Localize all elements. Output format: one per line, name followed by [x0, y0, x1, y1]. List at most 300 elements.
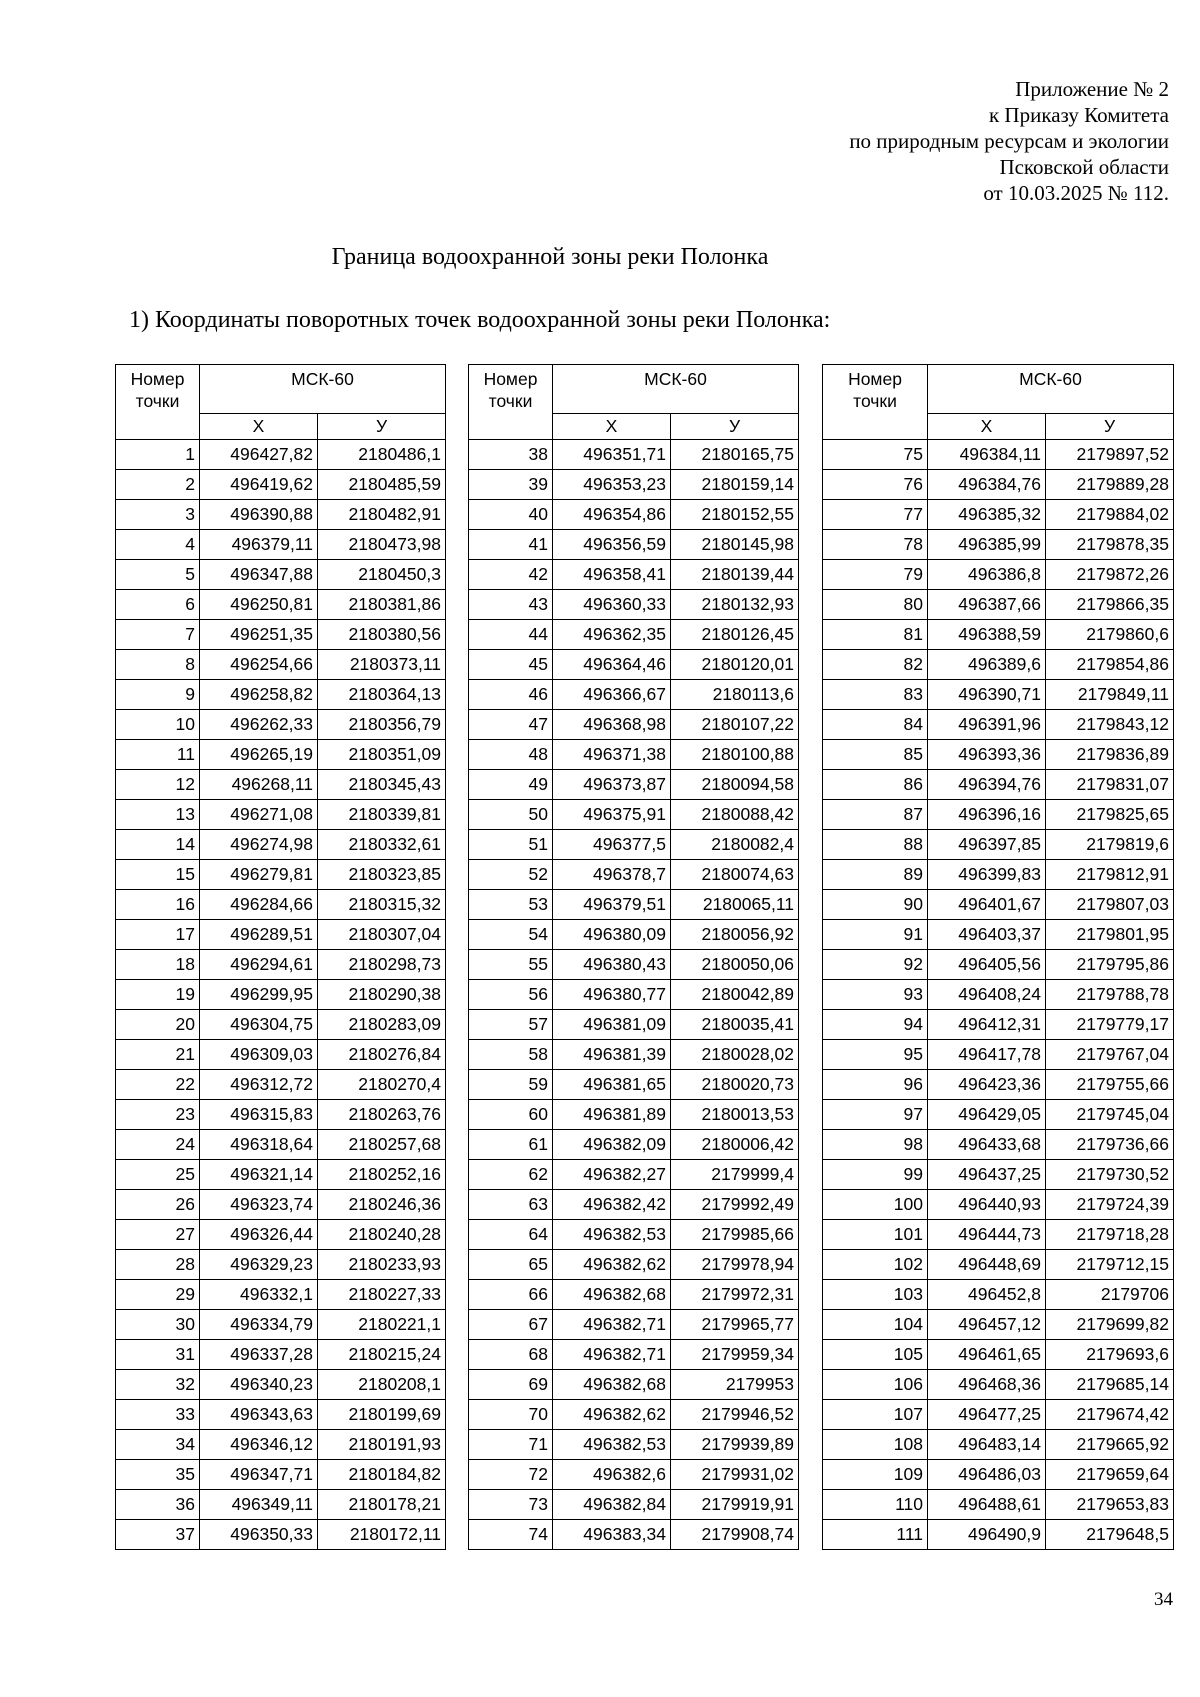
y-coordinate: 2180006,42 — [671, 1130, 799, 1160]
table-row — [469, 1070, 799, 1100]
x-coordinate: 496382,6 — [553, 1460, 671, 1490]
table-row — [116, 500, 446, 530]
table-row — [823, 1520, 1174, 1550]
point-number: 84 — [823, 710, 928, 740]
x-coordinate: 496390,88 — [200, 500, 318, 530]
x-coordinate: 496299,95 — [200, 980, 318, 1010]
table-row — [823, 1190, 1174, 1220]
table-row — [469, 860, 799, 890]
point-number: 104 — [823, 1310, 928, 1340]
y-coordinate: 2180252,16 — [318, 1160, 446, 1190]
x-coordinate: 496289,51 — [200, 920, 318, 950]
x-coordinate: 496350,33 — [200, 1520, 318, 1550]
table-row — [823, 1160, 1174, 1190]
y-coordinate: 2180356,79 — [318, 710, 446, 740]
y-coordinate: 2179718,28 — [1046, 1220, 1174, 1250]
point-number: 87 — [823, 800, 928, 830]
table-row — [116, 1280, 446, 1310]
point-number: 57 — [469, 1010, 553, 1040]
point-number: 35 — [116, 1460, 200, 1490]
point-number: 80 — [823, 590, 928, 620]
table-row — [823, 800, 1174, 830]
y-coordinate: 2180473,98 — [318, 530, 446, 560]
point-number: 34 — [116, 1430, 200, 1460]
y-coordinate: 2179699,82 — [1046, 1310, 1174, 1340]
table-row — [116, 950, 446, 980]
y-coordinate: 2180364,13 — [318, 680, 446, 710]
point-number: 27 — [116, 1220, 200, 1250]
point-number: 69 — [469, 1370, 553, 1400]
x-coordinate: 496304,75 — [200, 1010, 318, 1040]
x-coordinate: 496274,98 — [200, 830, 318, 860]
table-row — [823, 590, 1174, 620]
table-row — [823, 1370, 1174, 1400]
y-coordinate: 2179831,07 — [1046, 770, 1174, 800]
point-number: 13 — [116, 800, 200, 830]
x-coordinate: 496380,77 — [553, 980, 671, 1010]
x-coordinate: 496329,23 — [200, 1250, 318, 1280]
y-coordinate: 2180132,93 — [671, 590, 799, 620]
point-number: 22 — [116, 1070, 200, 1100]
table-row — [116, 680, 446, 710]
table-row — [823, 560, 1174, 590]
header-y: У — [671, 414, 799, 440]
point-number: 83 — [823, 680, 928, 710]
y-coordinate: 2179978,94 — [671, 1250, 799, 1280]
table-row — [469, 1100, 799, 1130]
point-number: 4 — [116, 530, 200, 560]
y-coordinate: 2179908,74 — [671, 1520, 799, 1550]
point-number: 5 — [116, 560, 200, 590]
y-coordinate: 2179659,64 — [1046, 1460, 1174, 1490]
table-row — [823, 860, 1174, 890]
y-coordinate: 2180088,42 — [671, 800, 799, 830]
table-row — [823, 1490, 1174, 1520]
x-coordinate: 496294,61 — [200, 950, 318, 980]
y-coordinate: 2179884,02 — [1046, 500, 1174, 530]
header-point-number: Номер точки — [116, 365, 200, 440]
x-coordinate: 496461,65 — [928, 1340, 1046, 1370]
table-row — [469, 1460, 799, 1490]
point-number: 88 — [823, 830, 928, 860]
y-coordinate: 2179648,5 — [1046, 1520, 1174, 1550]
table-row — [823, 1130, 1174, 1160]
point-number: 53 — [469, 890, 553, 920]
table-row — [469, 710, 799, 740]
y-coordinate: 2180345,43 — [318, 770, 446, 800]
y-coordinate: 2179843,12 — [1046, 710, 1174, 740]
point-number: 2 — [116, 470, 200, 500]
point-number: 26 — [116, 1190, 200, 1220]
x-coordinate: 496412,31 — [928, 1010, 1046, 1040]
y-coordinate: 2180191,93 — [318, 1430, 446, 1460]
table-row — [116, 890, 446, 920]
point-number: 60 — [469, 1100, 553, 1130]
x-coordinate: 496419,62 — [200, 470, 318, 500]
y-coordinate: 2180165,75 — [671, 440, 799, 470]
x-coordinate: 496332,1 — [200, 1280, 318, 1310]
x-coordinate: 496379,51 — [553, 890, 671, 920]
x-coordinate: 496417,78 — [928, 1040, 1046, 1070]
x-coordinate: 496490,9 — [928, 1520, 1046, 1550]
y-coordinate: 2179795,86 — [1046, 950, 1174, 980]
y-coordinate: 2180184,82 — [318, 1460, 446, 1490]
x-coordinate: 496383,34 — [553, 1520, 671, 1550]
point-number: 55 — [469, 950, 553, 980]
x-coordinate: 496452,8 — [928, 1280, 1046, 1310]
table-row — [116, 590, 446, 620]
point-number: 52 — [469, 860, 553, 890]
y-coordinate: 2179801,95 — [1046, 920, 1174, 950]
point-number: 8 — [116, 650, 200, 680]
y-coordinate: 2179712,15 — [1046, 1250, 1174, 1280]
y-coordinate: 2179819,6 — [1046, 830, 1174, 860]
x-coordinate: 496483,14 — [928, 1430, 1046, 1460]
y-coordinate: 2180159,14 — [671, 470, 799, 500]
point-number: 46 — [469, 680, 553, 710]
x-coordinate: 496271,08 — [200, 800, 318, 830]
document-subtitle: 1) Координаты поворотных точек водоохранной зоны реки Полонка: — [129, 307, 831, 333]
y-coordinate: 2179730,52 — [1046, 1160, 1174, 1190]
point-number: 10 — [116, 710, 200, 740]
x-coordinate: 496343,63 — [200, 1400, 318, 1430]
x-coordinate: 496326,44 — [200, 1220, 318, 1250]
point-number: 31 — [116, 1340, 200, 1370]
y-coordinate: 2180257,68 — [318, 1130, 446, 1160]
coordinate-table — [468, 364, 799, 1550]
x-coordinate: 496366,67 — [553, 680, 671, 710]
y-coordinate: 2180145,98 — [671, 530, 799, 560]
table-row — [116, 1490, 446, 1520]
y-coordinate: 2179866,35 — [1046, 590, 1174, 620]
x-coordinate: 496375,91 — [553, 800, 671, 830]
appendix-line: Приложение № 2 — [1015, 77, 1169, 101]
y-coordinate: 2179849,11 — [1046, 680, 1174, 710]
x-coordinate: 496444,73 — [928, 1220, 1046, 1250]
y-coordinate: 2180270,4 — [318, 1070, 446, 1100]
x-coordinate: 496382,42 — [553, 1190, 671, 1220]
x-coordinate: 496403,37 — [928, 920, 1046, 950]
x-coordinate: 496321,14 — [200, 1160, 318, 1190]
x-coordinate: 496387,66 — [928, 590, 1046, 620]
x-coordinate: 496378,7 — [553, 860, 671, 890]
point-number: 54 — [469, 920, 553, 950]
table-row — [469, 530, 799, 560]
x-coordinate: 496382,68 — [553, 1370, 671, 1400]
point-number: 106 — [823, 1370, 928, 1400]
table-row — [116, 1400, 446, 1430]
x-coordinate: 496380,09 — [553, 920, 671, 950]
x-coordinate: 496389,6 — [928, 650, 1046, 680]
x-coordinate: 496377,5 — [553, 830, 671, 860]
x-coordinate: 496279,81 — [200, 860, 318, 890]
table-row — [469, 1160, 799, 1190]
point-number: 40 — [469, 500, 553, 530]
table-row — [116, 1310, 446, 1340]
point-number: 44 — [469, 620, 553, 650]
y-coordinate: 2179889,28 — [1046, 470, 1174, 500]
table-row — [116, 1160, 446, 1190]
x-coordinate: 496382,53 — [553, 1430, 671, 1460]
x-coordinate: 496346,12 — [200, 1430, 318, 1460]
point-number: 101 — [823, 1220, 928, 1250]
x-coordinate: 496468,36 — [928, 1370, 1046, 1400]
point-number: 108 — [823, 1430, 928, 1460]
table-row — [116, 980, 446, 1010]
table-row — [469, 740, 799, 770]
y-coordinate: 2179959,34 — [671, 1340, 799, 1370]
x-coordinate: 496401,67 — [928, 890, 1046, 920]
point-number: 21 — [116, 1040, 200, 1070]
x-coordinate: 496382,68 — [553, 1280, 671, 1310]
x-coordinate: 496385,99 — [928, 530, 1046, 560]
point-number: 47 — [469, 710, 553, 740]
point-number: 62 — [469, 1160, 553, 1190]
table-row — [469, 1490, 799, 1520]
table-row — [469, 1520, 799, 1550]
x-coordinate: 496391,96 — [928, 710, 1046, 740]
x-coordinate: 496312,72 — [200, 1070, 318, 1100]
x-coordinate: 496347,88 — [200, 560, 318, 590]
y-coordinate: 2180373,11 — [318, 650, 446, 680]
point-number: 64 — [469, 1220, 553, 1250]
x-coordinate: 496318,64 — [200, 1130, 318, 1160]
y-coordinate: 2180290,38 — [318, 980, 446, 1010]
y-coordinate: 2180332,61 — [318, 830, 446, 860]
appendix-line: от 10.03.2025 № 112. — [983, 181, 1169, 205]
x-coordinate: 496382,09 — [553, 1130, 671, 1160]
header-x: Х — [928, 414, 1046, 440]
table-row — [823, 620, 1174, 650]
y-coordinate: 2180082,4 — [671, 830, 799, 860]
appendix-line: по природным ресурсам и экологии — [849, 129, 1169, 153]
point-number: 3 — [116, 500, 200, 530]
x-coordinate: 496381,09 — [553, 1010, 671, 1040]
table-row — [116, 1130, 446, 1160]
table-row — [823, 1460, 1174, 1490]
x-coordinate: 496486,03 — [928, 1460, 1046, 1490]
x-coordinate: 496340,23 — [200, 1370, 318, 1400]
table-row — [823, 740, 1174, 770]
table-row — [823, 920, 1174, 950]
point-number: 111 — [823, 1520, 928, 1550]
table-row — [469, 890, 799, 920]
y-coordinate: 2179999,4 — [671, 1160, 799, 1190]
y-coordinate: 2180485,59 — [318, 470, 446, 500]
coordinate-table — [115, 364, 446, 1550]
x-coordinate: 496371,38 — [553, 740, 671, 770]
x-coordinate: 496381,39 — [553, 1040, 671, 1070]
point-number: 96 — [823, 1070, 928, 1100]
y-coordinate: 2180298,73 — [318, 950, 446, 980]
table-row — [116, 1040, 446, 1070]
y-coordinate: 2180233,93 — [318, 1250, 446, 1280]
y-coordinate: 2180094,58 — [671, 770, 799, 800]
point-number: 82 — [823, 650, 928, 680]
point-number: 95 — [823, 1040, 928, 1070]
y-coordinate: 2179919,91 — [671, 1490, 799, 1520]
y-coordinate: 2180339,81 — [318, 800, 446, 830]
x-coordinate: 496349,11 — [200, 1490, 318, 1520]
table-row — [116, 1460, 446, 1490]
y-coordinate: 2180315,32 — [318, 890, 446, 920]
x-coordinate: 496250,81 — [200, 590, 318, 620]
y-coordinate: 2180227,33 — [318, 1280, 446, 1310]
y-coordinate: 2180035,41 — [671, 1010, 799, 1040]
table-row — [823, 440, 1174, 470]
y-coordinate: 2179972,31 — [671, 1280, 799, 1310]
x-coordinate: 496488,61 — [928, 1490, 1046, 1520]
y-coordinate: 2180050,06 — [671, 950, 799, 980]
point-number: 58 — [469, 1040, 553, 1070]
y-coordinate: 2179836,89 — [1046, 740, 1174, 770]
table-row — [823, 680, 1174, 710]
point-number: 25 — [116, 1160, 200, 1190]
point-number: 74 — [469, 1520, 553, 1550]
point-number: 50 — [469, 800, 553, 830]
y-coordinate: 2179653,83 — [1046, 1490, 1174, 1520]
point-number: 17 — [116, 920, 200, 950]
x-coordinate: 496368,98 — [553, 710, 671, 740]
table-row — [469, 1190, 799, 1220]
table-row — [116, 470, 446, 500]
x-coordinate: 496423,36 — [928, 1070, 1046, 1100]
y-coordinate: 2180307,04 — [318, 920, 446, 950]
table-row — [469, 830, 799, 860]
y-coordinate: 2180351,09 — [318, 740, 446, 770]
point-number: 41 — [469, 530, 553, 560]
point-number: 81 — [823, 620, 928, 650]
point-number: 16 — [116, 890, 200, 920]
appendix-header — [849, 76, 1169, 206]
x-coordinate: 496408,24 — [928, 980, 1046, 1010]
y-coordinate: 2179953 — [671, 1370, 799, 1400]
point-number: 63 — [469, 1190, 553, 1220]
table-row — [116, 440, 446, 470]
y-coordinate: 2179755,66 — [1046, 1070, 1174, 1100]
y-coordinate: 2180126,45 — [671, 620, 799, 650]
point-number: 92 — [823, 950, 928, 980]
point-number: 94 — [823, 1010, 928, 1040]
table-row — [469, 920, 799, 950]
point-number: 97 — [823, 1100, 928, 1130]
point-number: 76 — [823, 470, 928, 500]
table-row — [116, 800, 446, 830]
point-number: 102 — [823, 1250, 928, 1280]
table-row — [469, 1010, 799, 1040]
point-number: 99 — [823, 1160, 928, 1190]
table-row — [823, 830, 1174, 860]
y-coordinate: 2179736,66 — [1046, 1130, 1174, 1160]
y-coordinate: 2180283,09 — [318, 1010, 446, 1040]
header-x: Х — [553, 414, 671, 440]
point-number: 70 — [469, 1400, 553, 1430]
point-number: 89 — [823, 860, 928, 890]
point-number: 15 — [116, 860, 200, 890]
x-coordinate: 496284,66 — [200, 890, 318, 920]
point-number: 1 — [116, 440, 200, 470]
y-coordinate: 2180486,1 — [318, 440, 446, 470]
point-number: 7 — [116, 620, 200, 650]
table-row — [116, 1340, 446, 1370]
table-row — [823, 1340, 1174, 1370]
table-row — [823, 530, 1174, 560]
table-row — [823, 950, 1174, 980]
x-coordinate: 496393,36 — [928, 740, 1046, 770]
point-number: 32 — [116, 1370, 200, 1400]
point-number: 20 — [116, 1010, 200, 1040]
x-coordinate: 496382,53 — [553, 1220, 671, 1250]
y-coordinate: 2180276,84 — [318, 1040, 446, 1070]
point-number: 39 — [469, 470, 553, 500]
y-coordinate: 2179706 — [1046, 1280, 1174, 1310]
y-coordinate: 2180178,21 — [318, 1490, 446, 1520]
x-coordinate: 496381,65 — [553, 1070, 671, 1100]
x-coordinate: 496334,79 — [200, 1310, 318, 1340]
table-row — [823, 650, 1174, 680]
table-row — [469, 1370, 799, 1400]
y-coordinate: 2179693,6 — [1046, 1340, 1174, 1370]
point-number: 79 — [823, 560, 928, 590]
point-number: 42 — [469, 560, 553, 590]
point-number: 29 — [116, 1280, 200, 1310]
x-coordinate: 496397,85 — [928, 830, 1046, 860]
y-coordinate: 2180065,11 — [671, 890, 799, 920]
point-number: 72 — [469, 1460, 553, 1490]
point-number: 43 — [469, 590, 553, 620]
y-coordinate: 2180042,89 — [671, 980, 799, 1010]
y-coordinate: 2179872,26 — [1046, 560, 1174, 590]
x-coordinate: 496251,35 — [200, 620, 318, 650]
x-coordinate: 496315,83 — [200, 1100, 318, 1130]
y-coordinate: 2180263,76 — [318, 1100, 446, 1130]
table-row — [469, 1250, 799, 1280]
x-coordinate: 496427,82 — [200, 440, 318, 470]
table-row — [823, 1430, 1174, 1460]
y-coordinate: 2179724,39 — [1046, 1190, 1174, 1220]
table-row — [469, 650, 799, 680]
point-number: 73 — [469, 1490, 553, 1520]
y-coordinate: 2179665,92 — [1046, 1430, 1174, 1460]
x-coordinate: 496382,71 — [553, 1340, 671, 1370]
y-coordinate: 2180013,53 — [671, 1100, 799, 1130]
y-coordinate: 2180100,88 — [671, 740, 799, 770]
x-coordinate: 496388,59 — [928, 620, 1046, 650]
point-number: 14 — [116, 830, 200, 860]
x-coordinate: 496384,11 — [928, 440, 1046, 470]
x-coordinate: 496379,11 — [200, 530, 318, 560]
point-number: 66 — [469, 1280, 553, 1310]
point-number: 28 — [116, 1250, 200, 1280]
x-coordinate: 496477,25 — [928, 1400, 1046, 1430]
y-coordinate: 2180482,91 — [318, 500, 446, 530]
y-coordinate: 2180450,3 — [318, 560, 446, 590]
x-coordinate: 496309,03 — [200, 1040, 318, 1070]
y-coordinate: 2179745,04 — [1046, 1100, 1174, 1130]
table-row — [469, 680, 799, 710]
y-coordinate: 2180056,92 — [671, 920, 799, 950]
x-coordinate: 496433,68 — [928, 1130, 1046, 1160]
table-row — [469, 440, 799, 470]
point-number: 68 — [469, 1340, 553, 1370]
point-number: 12 — [116, 770, 200, 800]
point-number: 51 — [469, 830, 553, 860]
point-number: 86 — [823, 770, 928, 800]
table-row — [823, 1310, 1174, 1340]
table-row — [116, 1250, 446, 1280]
x-coordinate: 496457,12 — [928, 1310, 1046, 1340]
x-coordinate: 496380,43 — [553, 950, 671, 980]
